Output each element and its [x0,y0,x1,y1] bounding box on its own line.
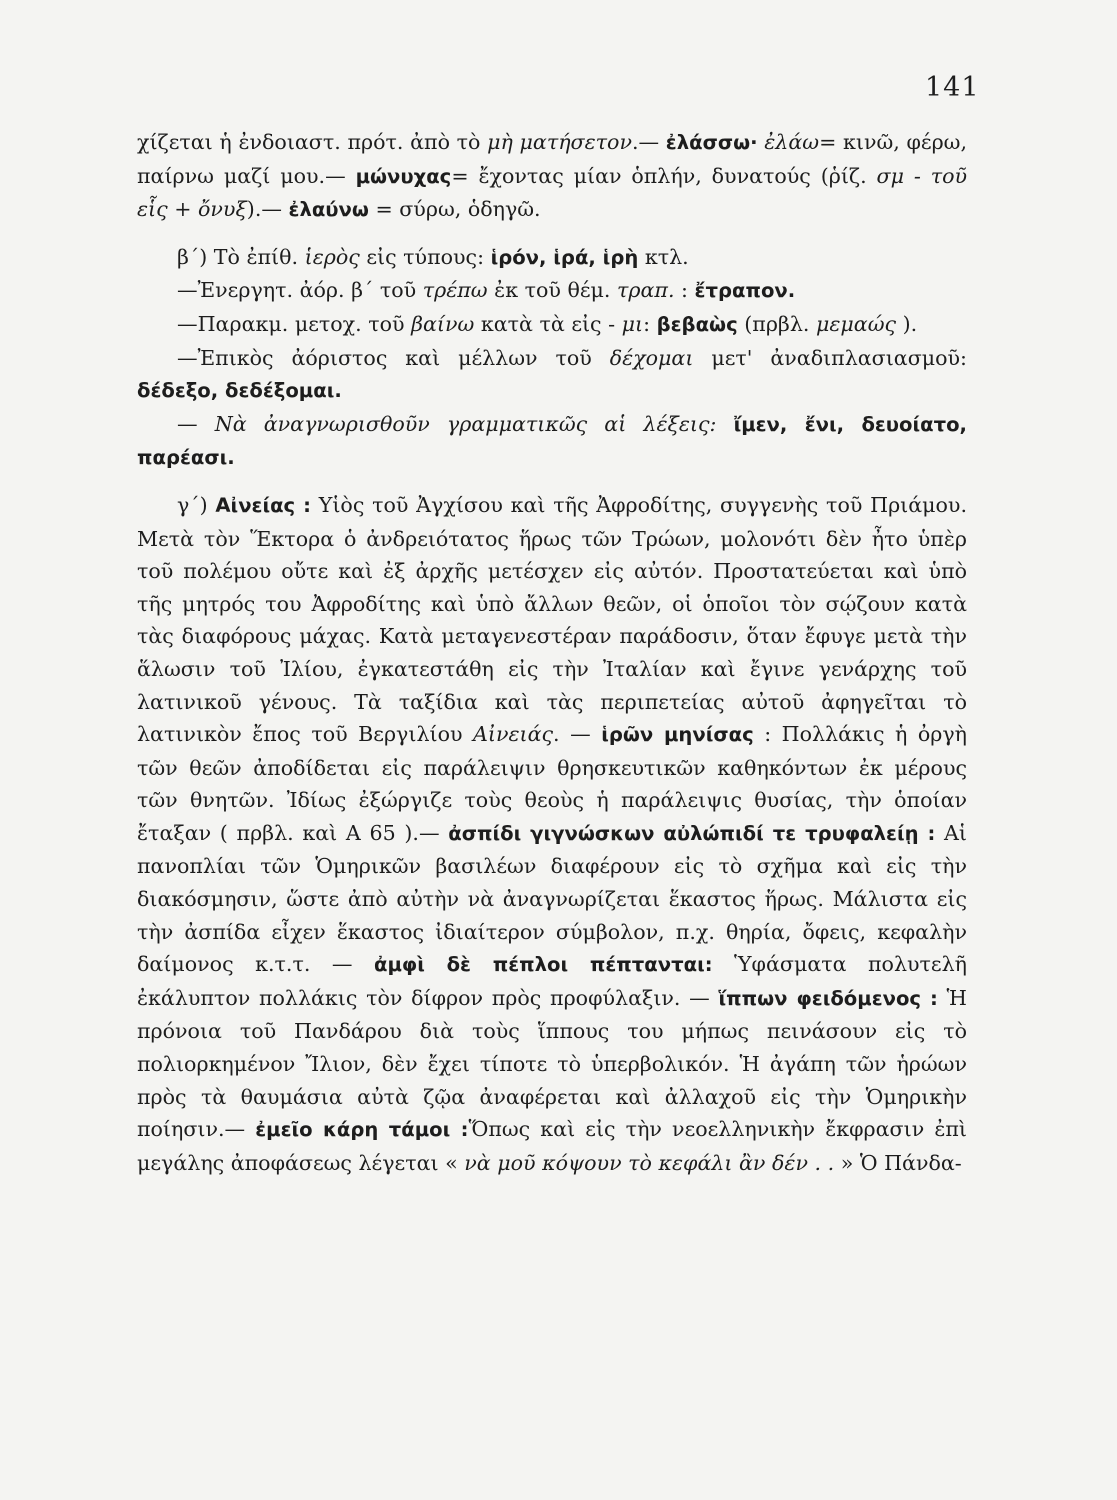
paragraph-gap [137,475,967,489]
text-run: : Πολλάκις ἡ ὀργὴ τῶν θεῶν ἀποδίδεται εἰς παράλειψιν θρησκευτικῶν καθηκόντων ἐκ μέρους τῶν θνητῶν. Ἰδίως ἐξώργιζε τοὺς θεοὺς ἡ παράλειψις θυσίας, τὴν ὁποίαν ἔταξαν ( πρβλ. καὶ Α 65 ).— [137,722,967,845]
lemma-headword: ἐμεῖο κάρη τάμοι : [255,1118,469,1142]
text-run: ). [896,311,918,336]
italic-term: νὰ μοῦ κόψουν τὸ κεφάλι ἂν δέν . . [464,1150,841,1175]
italic-term: Αἰνειάς [473,722,554,747]
text-run: χίζεται ἡ ἐνδοιαστ. πρότ. ἀπὸ τὸ [137,130,488,154]
text-run: : [643,311,657,336]
text-run: ).— [246,197,289,222]
text-run: β΄) Τὸ ἐπίθ. [177,244,305,269]
italic-term: μὴ ματήσετον [487,130,632,154]
italic-term: βαίνω [411,311,475,336]
italic-term: τρέπω [422,278,488,303]
lemma-headword: μώνυχας [355,164,452,188]
text-run: = κινῶ, φέρω, παίρνω μαζί μου.— [137,130,968,188]
text-run [716,412,733,436]
lemma-headword: ἱρῶν μηνίσας [601,723,754,747]
paragraph [137,489,967,1179]
text-run: Ἡ πρόνοια τοῦ Πανδάρου διὰ τοὺς ἵππους του μήπως πεινάσουν εἰς τὸ πολιορκημένον Ἴλιον, δὲν ἔχει τίποτε τὸ ὑπερβολικόν. Ἡ ἀγάπη τῶν ἡρώων πρὸς τὰ θαυμάσια αὐτὰ ζῷα ἀναφέρεται καὶ ἀλλαχοῦ εἰς τὴν Ὁμηρικὴν ποίησιν.— [137,985,967,1142]
lemma-headword: ἵππων φειδόμενος : [718,986,938,1010]
italic-term: ἐλάω [764,130,820,154]
paragraph [137,126,967,227]
text-run: Ὑφάσματα πολυτελῆ ἐκάλυπτον πολλάκις τὸν δίφρον πρὸς προφύλαξιν. — [137,952,967,1010]
italic-term: Νὰ ἀναγνωρισθοῦν γραμματικῶς αἱ λέξεις: [214,411,717,436]
italic-term: σμ - τοῦ εἷς + ὄνυξ [137,163,968,222]
text-run: εἰς τύπους: [359,244,491,269]
lemma-headword: δέδεξο, δεδέξομαι. [137,379,342,403]
lemma-headword: ἀμφὶ δὲ πέπλοι πέπτανται: [373,953,713,977]
paragraph [137,274,967,308]
text-run: γ΄) [177,492,216,517]
text-run: Ὅπως καὶ εἰς τὴν νεοελληνικὴν ἔκφρασιν ἐπὶ μεγάλης ἀποφάσεως λέγεται « [137,1117,967,1175]
page-number: 141 [925,72,980,103]
text-run: ἐκ τοῦ θέμ. [487,278,618,303]
italic-term: μι [621,311,644,336]
lemma-headword: ἴμεν, ἔνι, δευοίατο, παρέασι. [137,412,968,470]
italic-term: δέχομαι [609,345,694,370]
paragraph [137,342,967,408]
text-run: Υἱὸς τοῦ Ἀγχίσου καὶ τῆς Ἀφροδίτης, συγγενὴς τοῦ Πριάμου. Μετὰ τὸν Ἕκτορα ὁ ἀνδρειότατος ἥρως τῶν Τρώων, μολονότι δὲν ἦτο ὑπὲρ τοῦ πολέμου οὔτε καὶ ἐξ ἀρχῆς μετέσχεν εἰς αὐτόν. Προστατεύεται καὶ ὑπὸ τῆς μητρός του Ἀφροδίτης καὶ ὑπὸ ἄλλων θεῶν, οἱ ὁποῖοι τὸν σῴζουν κατὰ τὰς διαφόρους μάχας. Κατὰ μεταγενεστέραν παράδοσιν, ὅταν ἔφυγε μετὰ τὴν ἅλωσιν τοῦ Ἰλίου, ἐγκατεστάθη εἰς τὴν Ἰταλίαν καὶ ἔγινε γενάρχης τοῦ λατινικοῦ γένους. Τὰ ταξίδια καὶ τὰς περιπετείας αὐτοῦ ἀφηγεῖται τὸ λατινικὸν ἔπος τοῦ Βεργιλίου [137,492,967,747]
paragraph-gap [137,227,967,241]
text-run: —Παρακμ. μετοχ. τοῦ [177,311,412,336]
text-run: — [177,411,215,436]
lemma-headword: ἀσπίδι γιγνώσκων αὐλώπιδί τε τρυφαλείῃ : [448,821,936,845]
text-run: = σύρω, ὁδηγῶ. [368,197,541,222]
lemma-headword: ἐλαύνω [288,198,369,222]
paragraph [137,408,967,475]
lemma-headword: βεβαὼς [656,312,738,336]
text-run: .— [631,130,666,154]
lemma-headword: ἱρόν, ἱρά, ἱρὴ [490,245,639,269]
lemma-headword: ἐλάσσω· [665,131,758,154]
commentary-text [137,126,967,1179]
lemma-headword: Αἰνείας : [215,493,312,517]
paragraph [137,308,967,342]
text-run: » Ὁ Πάνδα- [840,1150,962,1175]
text-run: = ἔχοντας μίαν ὁπλήν, δυνατούς (ῥίζ. [451,163,877,188]
text-run: κατὰ τὰ εἰς - [474,311,622,336]
text-run: —Ἐνεργητ. ἀόρ. β΄ τοῦ [177,278,423,303]
italic-term: ἱερὸς [304,244,360,269]
text-run: : [674,278,695,303]
text-run: —Ἐπικὸς ἀόριστος καὶ μέλλων τοῦ [177,345,610,370]
text-run: Αἱ πανοπλίαι τῶν Ὁμηρικῶν βασιλέων διαφέρουν εἰς τὸ σχῆμα καὶ εἰς τὴν διακόσμησιν, ὥστε ἀπὸ αὐτὴν νὰ ἀναγνωρίζεται ἕκαστος ἥρως. Μάλιστα εἰς τὴν ἀσπίδα εἶχεν ἕκαστος ἰδιαίτερον σύμβολον, π.χ. θηρία, ὄφεις, κεφαλὴν δαίμονος κ.τ.τ. — [137,820,967,977]
lemma-headword: ἔτραπον. [694,279,796,303]
italic-term: τραπ. [617,278,675,303]
text-run: . — [553,722,602,747]
text-run: μετ' ἀναδιπλασιασμοῦ: [693,345,967,370]
paragraph [137,241,967,275]
italic-term: μεμαώς [815,311,897,336]
text-run: κτλ. [638,244,689,269]
text-run: (πρβλ. [737,311,816,336]
